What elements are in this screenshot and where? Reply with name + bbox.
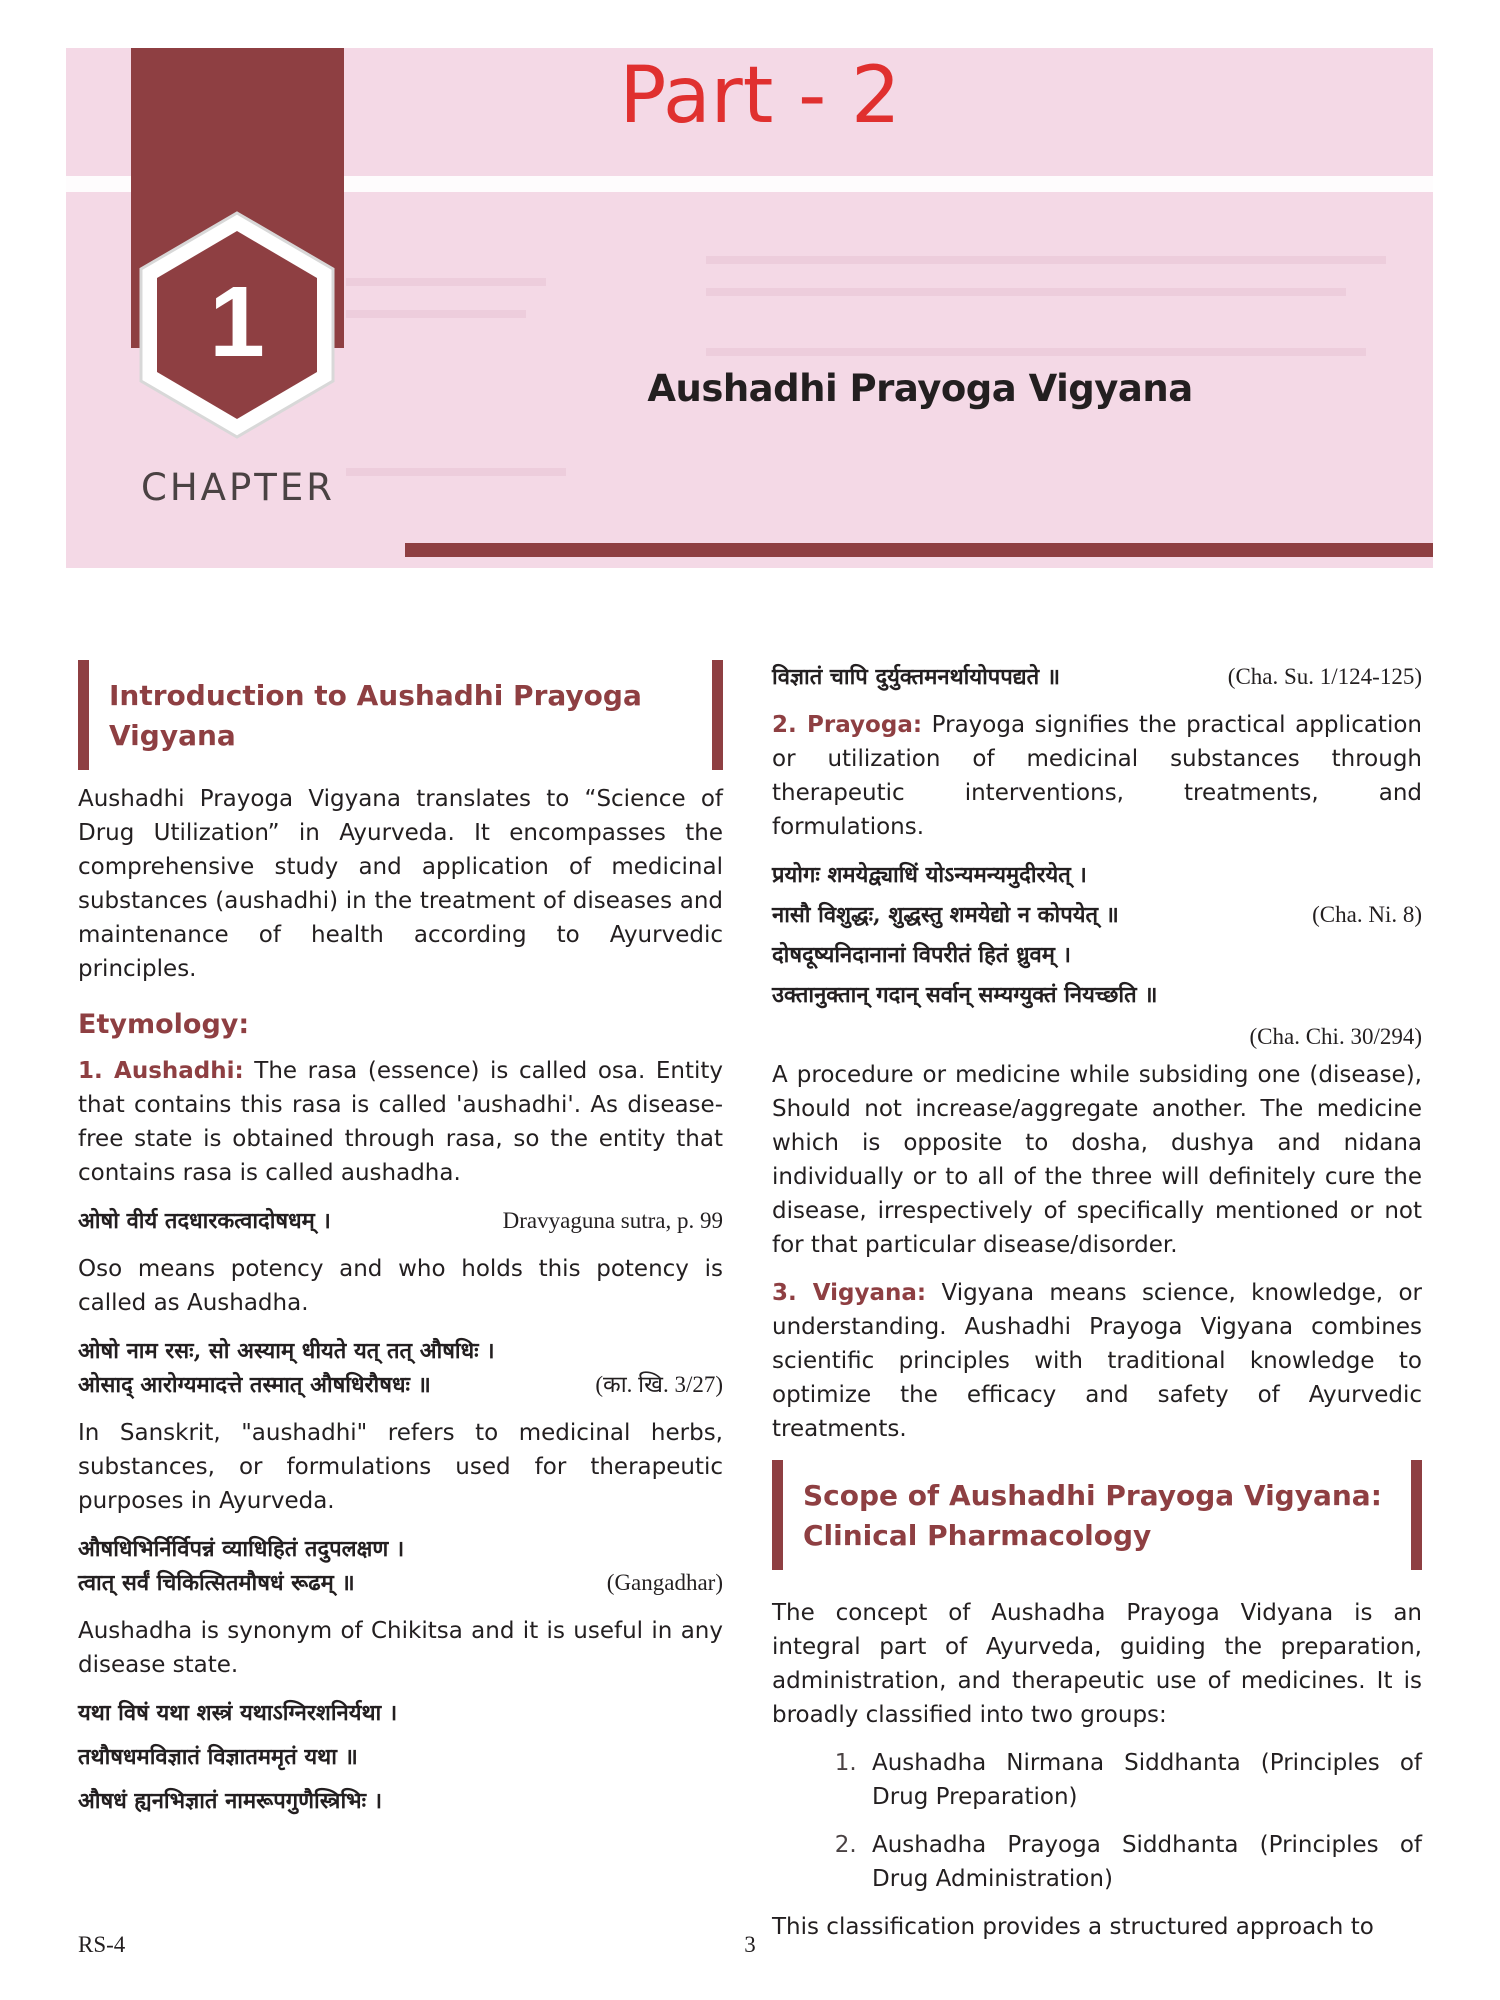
vigyana-label: 3. Vigyana: xyxy=(772,1280,927,1306)
prayoga-label: 2. Prayoga: xyxy=(772,712,923,738)
sloka-block xyxy=(78,1204,723,1238)
part-title: Part - 2 xyxy=(619,51,901,141)
sloka-block xyxy=(78,1696,723,1818)
scope-heading: Scope of Aushadhi Prayoga Vigyana: Clinical Pharmacology xyxy=(772,1460,1422,1570)
aushadhi-label: 1. Aushadhi: xyxy=(78,1058,244,1084)
sloka-line: उक्तानुक्तान् गदान् सर्वान् सम्यग्युक्तं नियच्छति ॥ xyxy=(772,982,1158,1008)
left-column xyxy=(78,660,723,1832)
sloka-line: औषधिभिर्निर्विपन्नं व्याधिहितं तदुपलक्षण । xyxy=(78,1536,405,1562)
chikitsa-paragraph: Aushadha is synonym of Chikitsa and it is useful in any disease state. xyxy=(78,1618,723,1678)
vigyana-text: Vigyana means science, knowledge, or understanding. Aushadhi Prayoga Vigyana combines scientific principles with traditional knowledge to optimize the efficacy and safety of Ayurvedic treatments. xyxy=(772,1280,1422,1442)
sloka-line: दोषदूष्यनिदानानां विपरीतं हितं ध्रुवम् । xyxy=(772,942,1071,968)
sloka-block xyxy=(772,858,1422,1012)
chapter-label: CHAPTER xyxy=(141,466,335,509)
procedure-paragraph: A procedure or medicine while subsiding one (disease), Should not increase/aggregate another. The medicine which is opposite to dosha, dushya and nidana individually or to all of the three will definitely cure the disease, irrespectively of specifically mentioned or not for that particular disease/disorder. xyxy=(772,1062,1422,1258)
sloka-line: त्वात् सर्वं चिकित्सितमौषधं रूढम् ॥ xyxy=(78,1570,355,1596)
sloka-reference: (Gangadhar) xyxy=(606,1570,723,1595)
sloka-reference: (Cha. Chi. 30/294) xyxy=(1249,1024,1422,1049)
scope-list xyxy=(772,1746,1422,1896)
footer-code: RS-4 xyxy=(78,1932,126,1957)
banner-ghost-line xyxy=(346,278,546,286)
sloka-block xyxy=(78,1532,723,1600)
prayoga-text: Prayoga signifies the practical application or utilization of medicinal substances through therapeutic interventions, treatments, and formulations. xyxy=(772,712,1422,840)
sloka-line: ओसाद् आरोग्यमादत्ते तस्मात् औषधिरौषधः ॥ xyxy=(78,1372,431,1398)
sloka-line: यथा विषं यथा शस्त्रं यथाऽग्निरशनिर्यथा । xyxy=(78,1700,398,1726)
scope-paragraph: The concept of Aushadha Prayoga Vidyana is an integral part of Ayurveda, guiding the preparation, administration, and therapeutic use of medicines. It is broadly classified into two groups: xyxy=(772,1600,1422,1728)
right-column xyxy=(772,660,1422,1958)
list-item: 2. Aushadha Prayoga Siddhanta (Principles of Drug Administration) xyxy=(864,1828,1422,1896)
sloka-block xyxy=(772,660,1422,694)
sloka-reference: (Cha. Ni. 8) xyxy=(1312,902,1422,927)
sloka-line: प्रयोगः शमयेद्व्याधिं योऽन्यमन्यमुदीरयेत् । xyxy=(772,862,1087,888)
banner-underline xyxy=(405,543,1433,557)
etymology-heading: Etymology: xyxy=(78,1009,250,1040)
banner-ghost-line xyxy=(706,348,1366,356)
prayoga-paragraph xyxy=(772,708,1422,844)
sloka-line: तथौषधमविज्ञातं विज्ञातममृतं यथा ॥ xyxy=(78,1744,358,1770)
sloka-reference: (का. खि. 3/27) xyxy=(595,1372,723,1397)
closing-paragraph: This classification provides a structured approach to xyxy=(772,1914,1374,1940)
intro-heading: Introduction to Aushadhi Prayoga Vigyana xyxy=(78,660,723,770)
vigyana-paragraph xyxy=(772,1276,1422,1446)
sloka-line: विज्ञातं चापि दुर्युक्तमनर्थायोपपद्यते ॥ xyxy=(772,664,1061,690)
oso-paragraph: Oso means potency and who holds this potency is called as Aushadha. xyxy=(78,1256,723,1316)
page-number: 3 xyxy=(744,1932,756,1957)
sloka-reference: Dravyaguna sutra, p. 99 xyxy=(502,1208,723,1233)
chapter-title: Aushadhi Prayoga Vigyana xyxy=(647,367,1193,410)
banner-ghost-line xyxy=(706,288,1346,296)
sloka-block xyxy=(78,1334,723,1402)
banner-ghost-line xyxy=(346,468,566,476)
chapter-number: 1 xyxy=(209,266,265,378)
aushadhi-paragraph xyxy=(78,1054,723,1190)
sloka-reference: (Cha. Su. 1/124-125) xyxy=(1227,664,1422,689)
sanskrit-paragraph: In Sanskrit, "aushadhi" refers to medicinal herbs, substances, or formulations used for therapeutic purposes in Ayurveda. xyxy=(78,1420,723,1514)
intro-paragraph: Aushadhi Prayoga Vigyana translates to “Science of Drug Utilization” in Ayurveda. It encompasses the comprehensive study and application of medicinal substances (aushadhi) in the treatment of diseases and maintenance of health according to Ayurvedic principles. xyxy=(78,786,723,982)
sloka-line: नासौ विशुद्धः, शुद्धस्तु शमयेद्यो न कोपयेत् ॥ xyxy=(772,902,1119,928)
list-item: 1. Aushadha Nirmana Siddhanta (Principles of Drug Preparation) xyxy=(864,1746,1422,1814)
banner-ghost-line xyxy=(706,256,1386,264)
aushadhi-text: The rasa (essence) is called osa. Entity that contains this rasa is called 'aushadhi'. As disease-free state is obtained through rasa, so the entity that contains rasa is called aushadha. xyxy=(78,1058,724,1186)
sloka-line: औषधं ह्यनभिज्ञातं नामरूपगुणैस्त्रिभिः । xyxy=(78,1788,383,1814)
banner-ghost-line xyxy=(346,310,526,318)
sloka-line: ओषो नाम रसः, सो अस्याम् धीयते यत् तत् औषधिः । xyxy=(78,1338,495,1364)
sloka-line: ओषो वीर्य तदधारकत्वादोषधम् । xyxy=(78,1208,331,1234)
